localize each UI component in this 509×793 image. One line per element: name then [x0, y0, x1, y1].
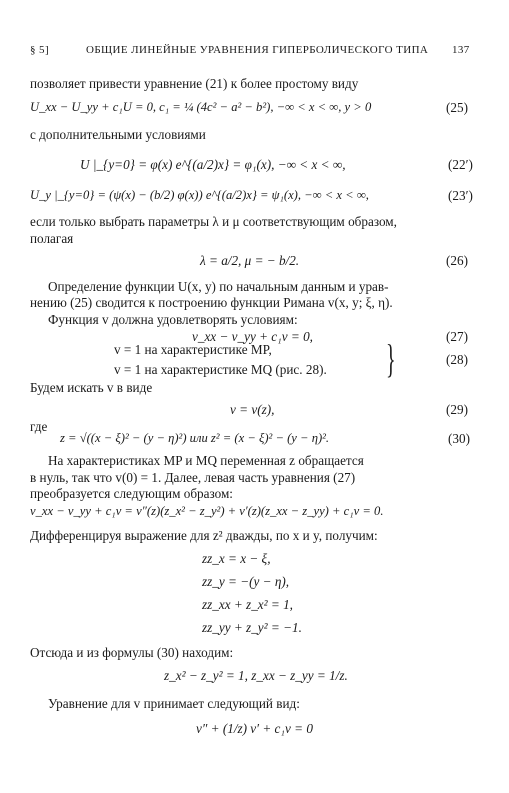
equation-number: (22′): [448, 157, 473, 172]
equation-derivative: zz_yy + z_y² = −1.: [202, 620, 302, 635]
text-line: в нуль, так что v(0) = 1. Далее, левая часть уравнения (27): [30, 470, 356, 485]
text-line: Отсюда и из формулы (30) находим:: [30, 645, 234, 660]
equation-25: U_xx − U_yy + c₁U = 0, c₁ = ¼ (4c² − a² − b²), −∞ < x < ∞, y > 0: [30, 100, 372, 114]
text-line: Определение функции U(x, y) по начальным данным и урав-: [48, 279, 389, 294]
equation-30: z = √((x − ξ)² − (y − η)²) или z² = (x − ξ)² − (y − η)².: [60, 431, 330, 445]
text-line: Будем искать v в виде: [30, 380, 153, 395]
brace: }: [386, 336, 396, 381]
equation-derivative: zz_xx + z_x² = 1,: [202, 597, 293, 612]
text-line: позволяет привести уравнение (21) к более простому виду: [30, 76, 359, 91]
running-title: ОБЩИЕ ЛИНЕЙНЫЕ УРАВНЕНИЯ ГИПЕРБОЛИЧЕСКОГО ТИПА: [86, 44, 429, 56]
text-line: Дифференцируя выражение для z² дважды, по x и y, получим:: [30, 528, 378, 543]
equation-number: (29): [446, 402, 468, 417]
equation-number: (26): [446, 253, 468, 268]
equation-number: (28): [446, 352, 468, 367]
condition-line: v = 1 на характеристике MP,: [114, 342, 272, 357]
condition-line: v = 1 на характеристике MQ (рис. 28).: [114, 362, 327, 377]
text-line: Уравнение для v принимает следующий вид:: [48, 696, 300, 711]
text-line: Функция v должна удовлетворять условиям:: [48, 312, 298, 327]
equation-number: (23′): [448, 188, 473, 203]
equation-27: v_xx − v_yy + c₁v = 0,: [192, 329, 313, 344]
text-line: нению (25) сводится к построению функции Римана v(x, y; ξ, η).: [30, 295, 393, 310]
equation-final: v″ + (1/z) v′ + c₁v = 0: [196, 721, 313, 736]
page-number: 137: [452, 44, 470, 56]
equation-result: z_x² − z_y² = 1, z_xx − z_yy = 1/z.: [164, 668, 348, 683]
text-line: если только выбрать параметры λ и μ соответствующим образом,: [30, 214, 397, 229]
equation-22prime: U |_{y=0} = φ(x) e^{(a/2)x} = φ₁(x), −∞ < x < ∞,: [80, 157, 346, 172]
equation-derivative: zz_y = −(y − η),: [202, 574, 290, 589]
equation-derivative: zz_x = x − ξ,: [202, 551, 271, 566]
equation-26: λ = a/2, μ = − b/2.: [200, 253, 300, 268]
equation-number: (27): [446, 329, 468, 344]
text-line: с дополнительными условиями: [30, 127, 206, 142]
text-line: преобразуется следующим образом:: [30, 486, 233, 501]
text-line: полагая: [30, 231, 74, 246]
text-line: На характеристиках MP и MQ переменная z обращается: [48, 453, 364, 468]
section-number: § 5]: [30, 44, 50, 56]
equation-expansion: v_xx − v_yy + c₁v = v″(z)(z_x² − z_y²) + v′(z)(z_xx − z_yy) + c₁v = 0.: [30, 504, 384, 518]
text-line: где: [30, 419, 48, 434]
equation-number: (25): [446, 100, 468, 115]
equation-number: (30): [448, 431, 470, 446]
equation-23prime: U_y |_{y=0} = (ψ(x) − (b/2) φ(x)) e^{(a/2)x} = ψ₁(x), −∞ < x < ∞,: [30, 188, 369, 202]
equation-29: v = v(z),: [230, 402, 275, 417]
